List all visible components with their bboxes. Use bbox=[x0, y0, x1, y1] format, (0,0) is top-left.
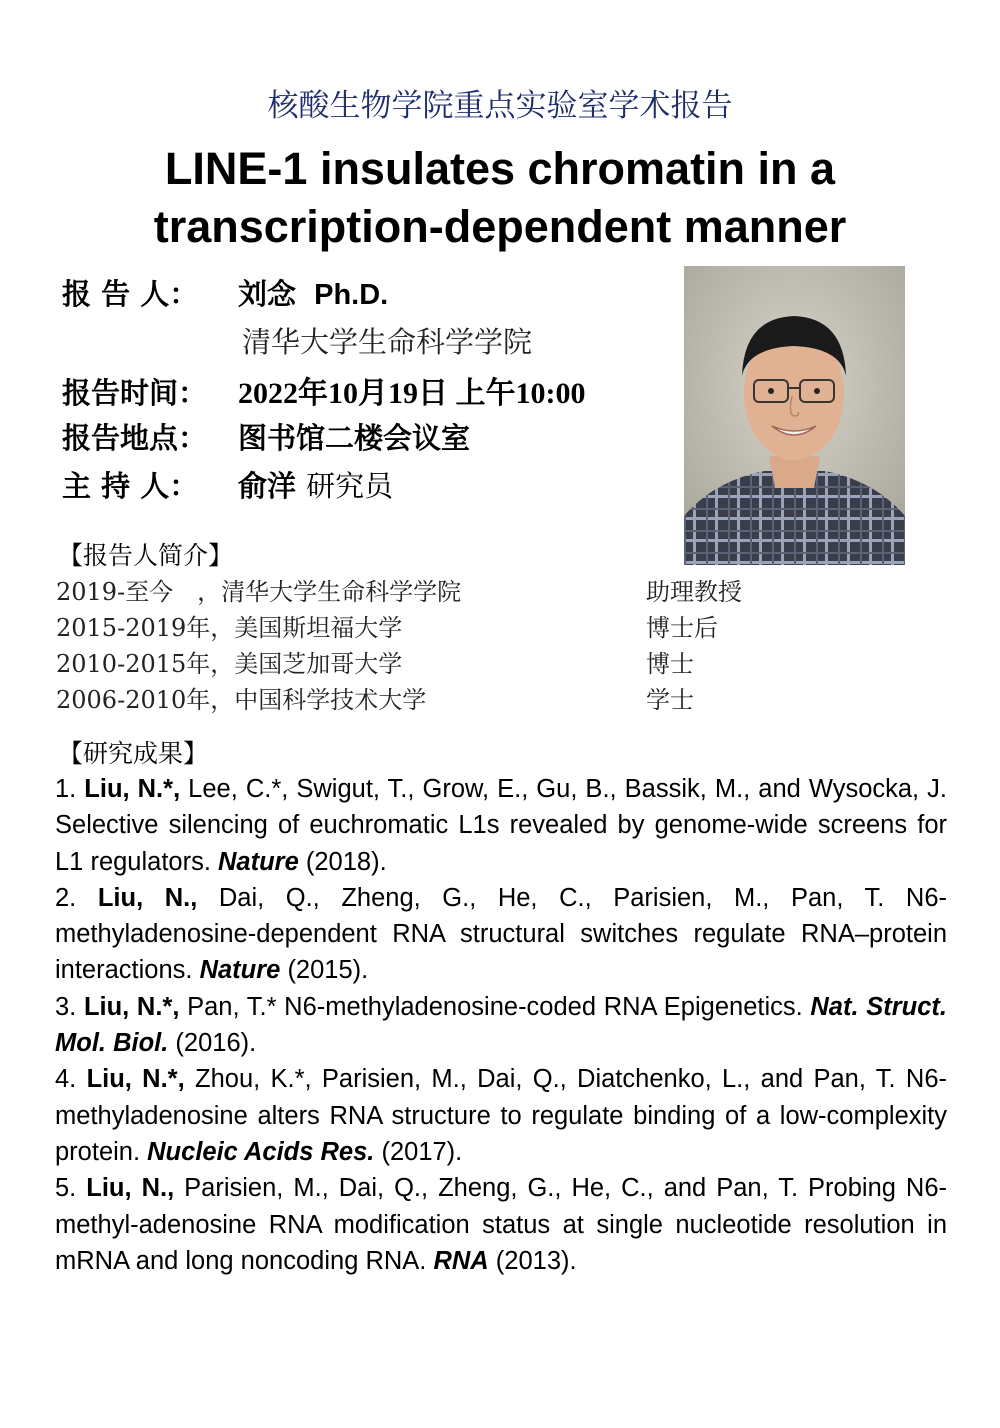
bio-period: 2019-至今 ，清华大学生命科学学院 bbox=[56, 578, 462, 606]
bio-role: 博士 bbox=[646, 650, 694, 678]
pub-number: 2. bbox=[55, 883, 98, 912]
pub-year: (2018). bbox=[298, 847, 387, 876]
bio-role: 助理教授 bbox=[646, 578, 742, 606]
host-label: 主 持 人： bbox=[62, 469, 199, 503]
pub-journal: RNA bbox=[433, 1246, 489, 1275]
bio-role: 学士 bbox=[646, 686, 694, 714]
speaker-photo bbox=[684, 266, 905, 565]
pub-citation: Parisien, M., Dai, Q., Zheng, G., He, C., and Pan, T. Probing N6-methyl-adenosine RNA modification status at single nucleotide resolution in mRNA and long noncoding RNA. bbox=[55, 1174, 948, 1275]
place-value: 图书馆二楼会议室 bbox=[238, 421, 471, 455]
pub-author: Liu, N., bbox=[86, 1174, 175, 1203]
institution-header: 核酸生物学院重点实验室学术报告 bbox=[267, 88, 733, 124]
publication-item bbox=[55, 771, 947, 880]
talk-title-line2: transcription-dependent manner bbox=[153, 201, 847, 252]
host-name: 俞洋 bbox=[238, 469, 297, 503]
speaker-portrait-image bbox=[684, 266, 905, 565]
place-label: 报告地点： bbox=[62, 421, 208, 455]
pub-author: Liu, N.*, bbox=[86, 1065, 185, 1094]
speaker-row bbox=[62, 272, 388, 313]
pub-citation: Zhou, K.*, Parisien, M., Dai, Q., Diatchenko, L., and Pan, T. N6-methyladenosine alters RNA structure to regulate binding of a low-complexity protein. bbox=[55, 1065, 947, 1166]
publication-item bbox=[55, 989, 947, 1062]
speaker-affiliation: 清华大学生命科学学院 bbox=[242, 325, 533, 359]
place-row bbox=[62, 416, 470, 457]
time-row bbox=[62, 368, 586, 412]
bio-period: 2015-2019年，美国斯坦福大学 bbox=[56, 614, 403, 642]
pub-year: (2016). bbox=[168, 1029, 257, 1058]
bio-item bbox=[56, 680, 916, 716]
bio-item bbox=[56, 644, 916, 680]
publication-list bbox=[55, 771, 947, 1279]
pub-number: 1. bbox=[55, 775, 85, 803]
pub-citation: Lee, C.*, Swigut, T., Grow, E., Gu, B., Bassik, M., and Wysocka, J. Selective silencing of euchromatic L1s revealed by genome-wide screens for L1 regulators. bbox=[55, 775, 947, 876]
speaker-label: 报 告 人： bbox=[62, 277, 199, 311]
pub-citation: Dai, Q., Zheng, G., He, C., Parisien, M., Pan, T. N6-methyladenosine-dependent RNA structural switches regulate RNA–protein interactions. bbox=[55, 883, 947, 985]
pub-citation: Pan, T.* N6-methyladenosine-coded RNA Epigenetics. bbox=[179, 992, 811, 1021]
speaker-degree: Ph.D. bbox=[314, 279, 389, 311]
bio-section-heading: 【报告人简介】 bbox=[58, 541, 234, 570]
time-value: 2022年10月19日 上午10:00 bbox=[238, 377, 586, 410]
host-row bbox=[62, 464, 393, 505]
speaker-name: 刘念 bbox=[238, 277, 297, 311]
talk-title bbox=[0, 140, 1000, 256]
pub-journal: Nature bbox=[218, 847, 299, 876]
bio-period: 2010-2015年，美国芝加哥大学 bbox=[56, 650, 403, 678]
host-title: 研究员 bbox=[306, 469, 394, 503]
pub-author: Liu, N.*, bbox=[83, 992, 180, 1021]
bio-list bbox=[56, 572, 916, 716]
publication-item bbox=[55, 1061, 947, 1170]
pub-number: 4. bbox=[55, 1065, 87, 1094]
pub-year: (2017). bbox=[374, 1137, 463, 1166]
pub-journal: Nucleic Acids Res. bbox=[147, 1137, 375, 1166]
bio-period: 2006-2010年，中国科学技术大学 bbox=[56, 686, 427, 714]
bio-item bbox=[56, 608, 916, 644]
pub-author: Liu, N., bbox=[97, 883, 198, 912]
publication-item bbox=[55, 880, 947, 989]
bio-item bbox=[56, 572, 916, 608]
pub-year: (2013). bbox=[488, 1246, 577, 1275]
time-label: 报告时间： bbox=[62, 376, 208, 410]
bio-role: 博士后 bbox=[646, 614, 718, 642]
pub-number: 5. bbox=[55, 1174, 87, 1203]
pub-journal: Nat. Struct. Mol. Biol. bbox=[55, 992, 947, 1058]
talk-title-line1: LINE-1 insulates chromatin in a bbox=[164, 143, 836, 194]
pub-year: (2015). bbox=[280, 956, 369, 985]
pub-author: Liu, N.*, bbox=[84, 775, 181, 803]
pub-number: 3. bbox=[55, 992, 84, 1021]
pub-journal: Nature bbox=[199, 956, 281, 985]
publication-item bbox=[55, 1170, 947, 1279]
research-section-heading: 【研究成果】 bbox=[58, 739, 209, 768]
